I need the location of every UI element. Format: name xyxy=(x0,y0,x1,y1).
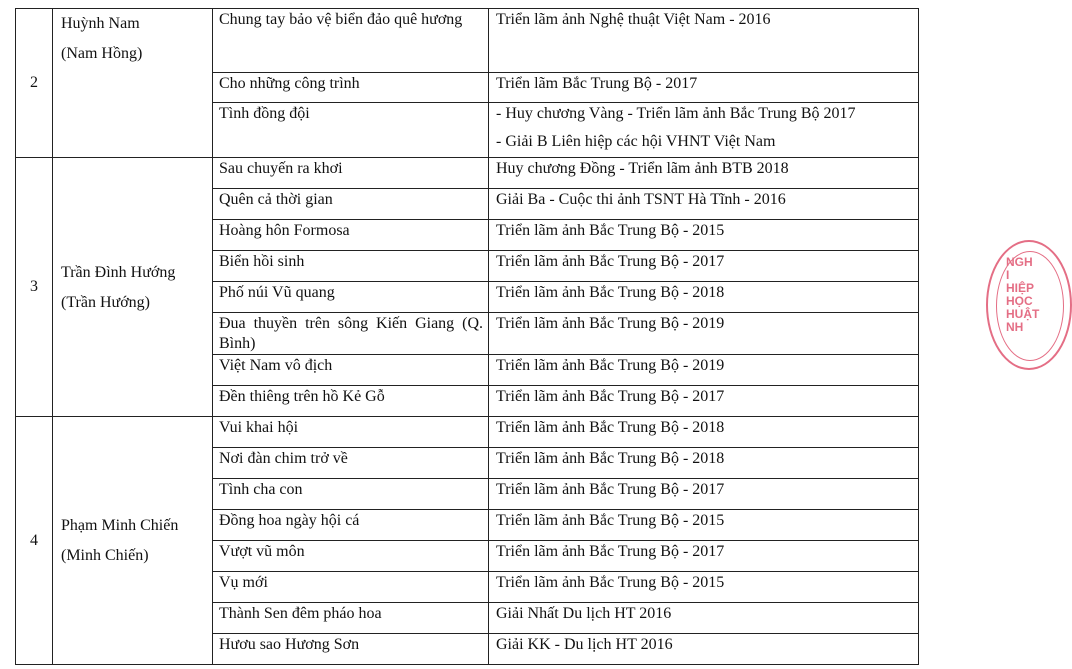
award-cell xyxy=(489,251,919,282)
row-index: 4 xyxy=(16,417,53,665)
work-title: Phố núi Vũ quang xyxy=(213,282,489,313)
work-title: Đồng hoa ngày hội cá xyxy=(213,510,489,541)
award-cell xyxy=(489,313,919,355)
award-text: Triển lãm ảnh Bắc Trung Bộ - 2017 xyxy=(496,253,725,270)
award-text: Triển lãm ảnh Bắc Trung Bộ - 2017 xyxy=(496,388,725,405)
table-row xyxy=(16,158,919,189)
award-cell xyxy=(489,603,919,634)
work-title: Cho những công trình xyxy=(213,73,489,103)
award-text: Triển lãm ảnh Nghệ thuật Việt Nam - 2016 xyxy=(496,11,771,28)
table-row xyxy=(16,9,919,73)
work-title: Hoàng hôn Formosa xyxy=(213,220,489,251)
work-title: Vui khai hội xyxy=(213,417,489,448)
award-text: Triển lãm ảnh Bắc Trung Bộ - 2018 xyxy=(496,284,725,301)
award-cell xyxy=(489,448,919,479)
work-title: Hươu sao Hương Sơn xyxy=(213,634,489,665)
work-title: Tình cha con xyxy=(213,479,489,510)
work-title: Vụ mới xyxy=(213,572,489,603)
work-title: Thành Sen đêm pháo hoa xyxy=(213,603,489,634)
author-name: Trần Đình Hướng xyxy=(61,263,176,281)
author-alias: (Nam Hồng) xyxy=(61,45,143,62)
author-name: Huỳnh Nam xyxy=(61,15,140,32)
award-cell xyxy=(489,634,919,665)
award-text: Triển lãm ảnh Bắc Trung Bộ - 2015 xyxy=(496,222,725,239)
work-title: Đền thiêng trên hồ Kẻ Gỗ xyxy=(213,386,489,417)
awards-table xyxy=(15,8,919,665)
stamp-line: HỌC xyxy=(1006,294,1033,308)
award-cell xyxy=(489,479,919,510)
row-index: 2 xyxy=(16,9,53,158)
award-text: Huy chương Đồng - Triển lãm ảnh BTB 2018 xyxy=(496,160,789,177)
row-index: 3 xyxy=(16,158,53,417)
author-alias: (Trần Hướng) xyxy=(61,293,150,311)
award-cell xyxy=(489,103,919,158)
awards-table-body xyxy=(16,9,919,665)
work-title: Việt Nam vô địch xyxy=(213,355,489,386)
award-cell xyxy=(489,386,919,417)
work-title: Biển hồi sinh xyxy=(213,251,489,282)
award-cell xyxy=(489,9,919,73)
award-text: Triển lãm ảnh Bắc Trung Bộ - 2017 xyxy=(496,543,725,560)
award-text: Giải Nhất Du lịch HT 2016 xyxy=(496,605,672,622)
award-cell xyxy=(489,572,919,603)
stamp-inner-ring xyxy=(996,251,1064,361)
award-text: Giải Ba - Cuộc thi ảnh TSNT Hà Tĩnh - 2016 xyxy=(496,191,786,208)
work-title: Đua thuyền trên sông Kiến Giang (Q. Bình) xyxy=(213,313,489,355)
table-row xyxy=(16,417,919,448)
award-text: Triển lãm ảnh Bắc Trung Bộ - 2015 xyxy=(496,512,725,529)
award-text: Giải KK - Du lịch HT 2016 xyxy=(496,636,673,653)
author-cell xyxy=(53,158,213,417)
award-cell xyxy=(489,189,919,220)
award-cell xyxy=(489,220,919,251)
author-name: Phạm Minh Chiến xyxy=(61,517,179,534)
stamp-line: HUẬT xyxy=(1006,307,1040,321)
award-text: Triển lãm Bắc Trung Bộ - 2017 xyxy=(496,75,698,92)
work-title: Chung tay bảo vệ biển đảo quê hương xyxy=(213,9,489,73)
stamp-line: NH xyxy=(1006,320,1024,334)
award-cell xyxy=(489,541,919,572)
award-text: Triển lãm ảnh Bắc Trung Bộ - 2019 xyxy=(496,315,725,332)
author-cell xyxy=(53,417,213,665)
award-cell xyxy=(489,282,919,313)
award-text: Triển lãm ảnh Bắc Trung Bộ - 2018 xyxy=(496,419,725,436)
stamp-line: I xyxy=(1006,268,1010,282)
award-text: Triển lãm ảnh Bắc Trung Bộ - 2018 xyxy=(496,450,725,467)
award-text: Triển lãm ảnh Bắc Trung Bộ - 2017 xyxy=(496,481,725,498)
award-text: Triển lãm ảnh Bắc Trung Bộ - 2015 xyxy=(496,574,725,591)
work-title: Sau chuyến ra khơi xyxy=(213,158,489,189)
award-cell xyxy=(489,355,919,386)
work-title: Tình đồng đội xyxy=(213,103,489,158)
work-title: Nơi đàn chim trở về xyxy=(213,448,489,479)
work-title: Vượt vũ môn xyxy=(213,541,489,572)
award-cell xyxy=(489,158,919,189)
award-text: Triển lãm ảnh Bắc Trung Bộ - 2019 xyxy=(496,357,725,374)
award-cell xyxy=(489,73,919,103)
award-cell xyxy=(489,417,919,448)
stamp-line: NGH xyxy=(1006,255,1033,269)
award-cell xyxy=(489,510,919,541)
author-cell xyxy=(53,9,213,158)
stamp-line: HIỆP xyxy=(1006,281,1035,295)
work-title: Quên cả thời gian xyxy=(213,189,489,220)
award-text: - Huy chương Vàng - Triển lãm ảnh Bắc Trung Bộ 2017 xyxy=(496,105,856,122)
author-alias: (Minh Chiến) xyxy=(61,547,149,564)
award-text: - Giải B Liên hiệp các hội VHNT Việt Nam xyxy=(496,133,776,150)
red-seal-stamp xyxy=(986,240,1072,370)
